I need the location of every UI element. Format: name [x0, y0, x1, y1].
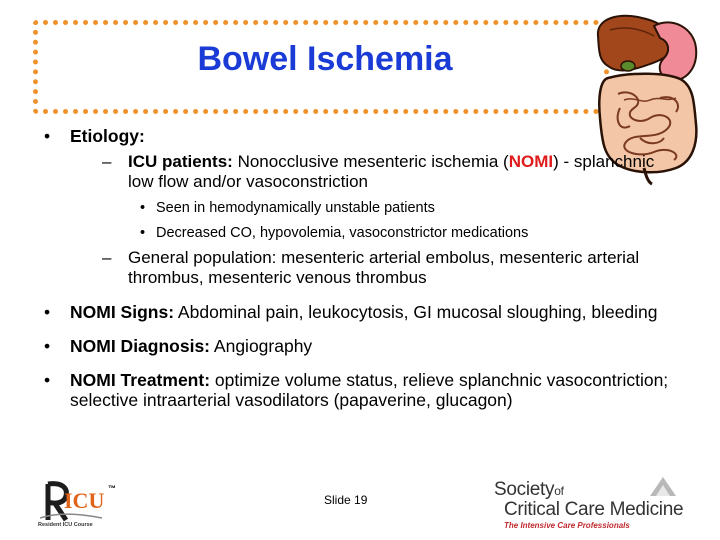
bullet-signs — [44, 302, 672, 322]
sub-sub-bullet-text: Decreased CO, hypovolemia, vasoconstrictor medications — [156, 225, 529, 241]
diagnosis-text: Angiography — [210, 336, 313, 356]
sccm-tagline: The Intensive Care Professionals — [504, 521, 630, 530]
bullet-etiology — [44, 126, 672, 288]
icu-text-after: ) - splanchnic low flow and/or vasoconstriction — [128, 152, 655, 191]
svg-text:ICU: ICU — [64, 488, 105, 513]
bullet-marker: • — [44, 126, 51, 146]
ricu-logo-icon — [36, 478, 136, 530]
svg-text:Resident ICU Course: Resident ICU Course — [38, 522, 93, 528]
sccm-name-line2: Critical Care Medicine — [504, 499, 684, 520]
dash-marker: – — [102, 248, 112, 267]
signs-text: Abdominal pain, leukocytosis, GI mucosal sloughing, bleeding — [174, 302, 658, 322]
bullet-marker: • — [44, 302, 51, 322]
signs-label: NOMI Signs: — [70, 302, 175, 322]
diagnosis-label: NOMI Diagnosis: — [70, 336, 211, 356]
treatment-text: optimize volume status, relieve splanchnic vasocontriction; selective intraarterial vasodilators (papaverine, glucagon) — [70, 370, 669, 410]
bullet-marker: • — [44, 336, 51, 356]
sccm-logo — [494, 474, 694, 534]
icu-label: ICU patients: — [128, 152, 233, 171]
bullet-diagnosis — [44, 336, 672, 356]
sub-bullet-icu — [70, 152, 672, 192]
bullet-marker: • — [140, 200, 146, 216]
slide-number: Slide 19 — [324, 493, 368, 507]
sccm-name-line1: Societyof — [494, 479, 564, 500]
bullet-marker: • — [44, 370, 51, 390]
slide-title: Bowel Ischemia — [197, 40, 453, 78]
trademark-symbol: ™ — [108, 484, 116, 493]
etiology-label: Etiology: — [70, 126, 145, 146]
slide-body — [44, 126, 672, 424]
sub-sub-bullet-text: Seen in hemodynamically unstable patients — [156, 200, 435, 216]
nomi-highlight: NOMI — [508, 152, 554, 171]
general-text: General population: mesenteric arterial embolus, mesenteric arterial thrombus, mesenteric venous thrombus — [128, 248, 640, 287]
sub-sub-bullet-unstable — [70, 199, 672, 217]
bullet-treatment — [44, 370, 672, 410]
treatment-label: NOMI Treatment: — [70, 370, 211, 390]
icu-text-before: Nonocclusive mesenteric ischemia ( — [232, 152, 509, 171]
sub-bullet-general — [70, 248, 672, 288]
bullet-marker: • — [140, 225, 146, 241]
dash-marker: – — [102, 152, 112, 171]
sub-sub-bullet-decreased-co — [70, 224, 672, 242]
sccm-logo-icon — [646, 474, 680, 498]
